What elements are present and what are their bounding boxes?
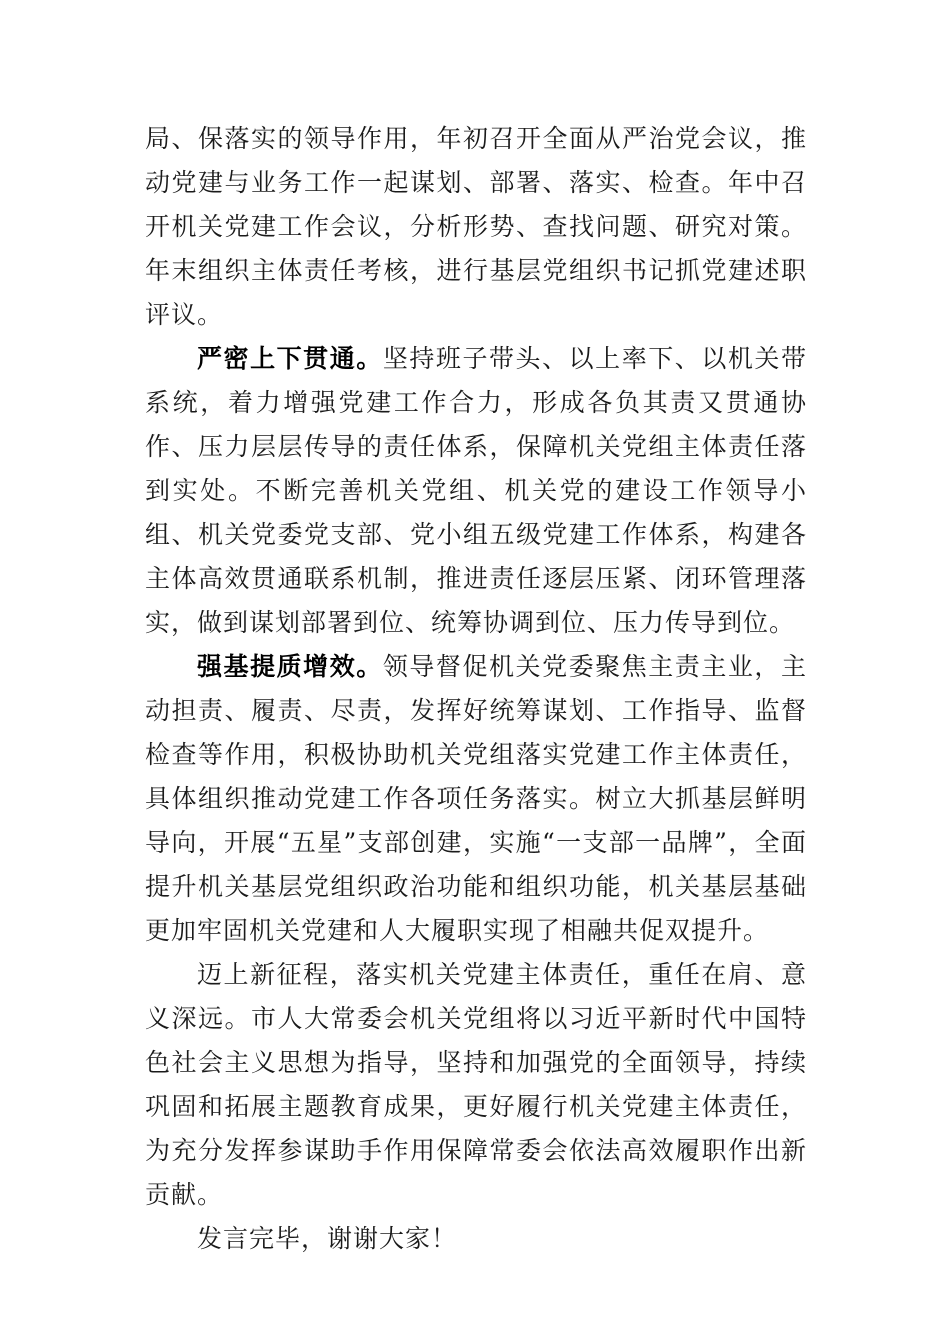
paragraph-text: 迈上新征程，落实机关党建主体责任，重任在肩、意义深远。市人大常委会机关党组将以习近平新时代中国特色社会主义思想为指导，坚持和加强党的全面领导，持续巩固和拓展主题教育成果，更好履行机关党建主体责任，为充分发挥参谋助手作用保障常委会依法高效履职作出新贡献。 xyxy=(145,960,807,1209)
paragraph-text: 坚持班子带头、以上率下、以机关带系统，着力增强党建工作合力，形成各负其责又贯通协作、压力层层传导的责任体系，保障机关党组主体责任落到实处。不断完善机关党组、机关党的建设工作领导小组、机关党委党支部、党小组五级党建工作体系，构建各主体高效贯通联系机制，推进责任逐层压紧、闭环管理落实，做到谋划部署到位、统筹协调到位、压力传导到位。 xyxy=(145,344,807,637)
paragraph-heading: 强基提质增效。 xyxy=(197,652,383,681)
paragraph-continuation xyxy=(145,117,807,337)
paragraph-text: 领导督促机关党委聚焦主责主业，主动担责、履责、尽责，发挥好统筹谋划、工作指导、监督检查等作用，积极协助机关党组落实党建工作主体责任，具体组织推动党建工作各项任务落实。树立大抓基层鲜明导向，开展“五星”支部创建，实施“一支部一品牌”，全面提升机关基层党组织政治功能和组织功能，机关基层基础更加牢固机关党建和人大履职实现了相融共促双提升。 xyxy=(145,652,807,945)
paragraph-strict-connection xyxy=(145,337,807,645)
paragraph-heading: 严密上下贯通。 xyxy=(197,344,383,373)
paragraph-strengthen-foundation xyxy=(145,645,807,953)
paragraph-text: 发言完毕，谢谢大家！ xyxy=(197,1224,458,1253)
paragraph-text: 局、保落实的领导作用，年初召开全面从严治党会议，推动党建与业务工作一起谋划、部署、落实、检查。年中召开机关党建工作会议，分析形势、查找问题、研究对策。年末组织主体责任考核，进行基层党组织书记抓党建述职评议。 xyxy=(145,124,807,329)
paragraph-new-journey xyxy=(145,953,807,1217)
paragraph-closing xyxy=(145,1217,807,1261)
document-body xyxy=(145,117,807,1261)
